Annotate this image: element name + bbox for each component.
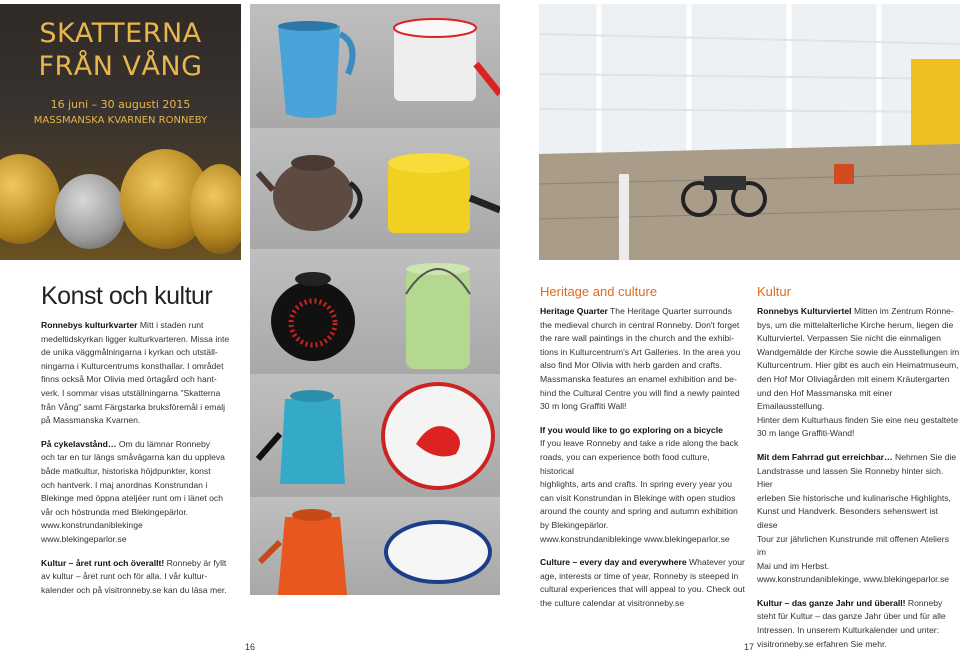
text-line: Kunst und Handverk. Besonders sehenswert ist diese: [757, 506, 939, 530]
brown-teapot-photo: [250, 128, 376, 249]
paragraph-cykelavstand: [41, 438, 246, 547]
links-line[interactable]: www.konstrundaniblekinge www.blekingeparlor.se: [540, 533, 730, 544]
lion-plate-photo: [376, 374, 500, 497]
green-milk-can-photo: [376, 249, 500, 374]
text-line: und den Hof Massmanska mit einer Emailausstellung.: [757, 387, 893, 412]
text-line: Blekinge med öppna ateljéer runt om i länet och: [41, 493, 224, 504]
page-number-left: 16: [245, 642, 256, 652]
text-line: cultural experiences that will appeal to you. Check out: [540, 584, 745, 595]
text-line: bys, um die mittelalterliche Kirche herum, liegen die: [757, 319, 954, 330]
text-line: erleben Sie historische und kulinarische Highlights,: [757, 492, 951, 503]
paragraph-fahrrad: [757, 451, 960, 587]
text-line: visitronneby.se erfahren Sie mehr.: [757, 638, 887, 649]
text-line: på Massmanska Kvarnen.: [41, 415, 141, 426]
text-line: medeltidskyrkan ligger kulturkvarteren. Missa inte: [41, 333, 230, 344]
text-line: If you leave Ronneby and take a ride along the back: [540, 438, 739, 449]
paragraph-every-day: [540, 556, 745, 610]
links-line[interactable]: www.konstrundaniblekinge, www.blekingeparlor.se: [757, 574, 950, 585]
section-heading-german: Kultur: [757, 284, 791, 299]
text-line: vår och höstrunda med Blekingepärlor.: [41, 506, 189, 517]
text-line: highlights, arts and crafts. In spring every year you: [540, 479, 733, 490]
poster-venue: MASSMANSKA KVARNEN RONNEBY: [33, 115, 208, 126]
text-line: also find Mor Olivia with herb garden and crafts.: [540, 360, 722, 371]
german-text-column: [757, 305, 960, 652]
link-blekingeparlor[interactable]: www.blekingeparlor.se: [41, 533, 127, 544]
text-line: 30 m lange Graffiti-Wand!: [757, 428, 855, 439]
text-line: around the county and spring and autumn exhibition: [540, 506, 738, 517]
text-line: Kultur – året runt och överallt! Ronneby är fyllt: [41, 557, 227, 568]
paragraph-heritage-quarter: [540, 305, 745, 414]
paragraph-kulturviertel: [757, 305, 960, 441]
subheading-bicycle: If you would like to go exploring on a bicycle: [540, 424, 723, 435]
text-line: verk. I sommar visas utställningarna "Skatterna: [41, 387, 221, 398]
white-bowl-photo: [376, 497, 500, 595]
text-line: och hantverk. I maj anordnas Konstrundan i: [41, 479, 208, 490]
text-line: age, interests or time of year, Ronneby is steeped in: [540, 570, 739, 581]
paragraph-kulturkvarter: [41, 319, 246, 428]
page-number-right: 17: [744, 642, 755, 652]
paragraph-ganze-jahr: [757, 597, 960, 651]
text-line: Kulturviertel. Verpassen Sie nicht die einmaligen: [757, 333, 941, 344]
poster-dates: 16 juni – 30 augusti 2015: [50, 98, 191, 111]
text-line: och tar en tur längs småvägarna kan du uppleva: [41, 452, 225, 463]
text-line: Tour zur jährlichen Kunstrunde mit offenen Ateliers im: [757, 533, 949, 558]
text-line: roads, you can experience both food culture, historical: [540, 451, 710, 476]
black-dotted-teapot-photo: [250, 249, 376, 374]
text-line: the culture calendar at visitronneby.se: [540, 597, 685, 608]
text-line: den Hof Mor Oliviagården mit einem Kräutergarten: [757, 373, 950, 384]
text-line: Massmanska features an enamel exhibition and be-: [540, 373, 737, 384]
exhibition-hall-photo: [539, 4, 960, 260]
text-line: Ronnebys kulturkvarter Mitt i staden runt: [41, 320, 204, 330]
text-line: både matkultur, historiska höjdpunkter, konst: [41, 465, 211, 476]
text-line: ningarna i Kulturcentrums konsthallar. I området: [41, 360, 224, 371]
white-pot-photo: [376, 4, 500, 128]
text-line: Landstrasse und lassen Sie Ronneby hinter sich. Hier: [757, 465, 944, 490]
text-line: the medieval church in central Ronneby. Don't forget: [540, 319, 740, 330]
text-line: finns också Mor Olivia med örtagård och hant-: [41, 374, 217, 385]
english-text-column: [540, 305, 745, 620]
text-line: kalender och på visitronneby.se kan du läsa mer.: [41, 584, 227, 595]
text-line: På cykelavstånd… Om du lämnar Ronneby: [41, 438, 211, 449]
text-line: by Blekingepärlor.: [540, 519, 609, 530]
text-line: Wandgemälde der Kirche sowie die Ausstellungen im: [757, 346, 960, 357]
text-line: Hinter dem Kulturhaus finden Sie eine neu gestaltete: [757, 414, 959, 425]
exhibition-poster: [0, 4, 241, 260]
poster-title-line2: FRÅN VÅNG: [38, 51, 203, 82]
text-line: Kultur – das ganze Jahr und überall! Ronneby: [757, 597, 943, 608]
blue-jug-photo: [250, 4, 376, 128]
poster-title-line1: SKATTERNA: [39, 18, 202, 49]
text-line: Mai und im Herbst.: [757, 560, 830, 571]
text-line: 30 m long Graffiti Wall!: [540, 401, 627, 412]
text-line: can visit Konstrundan in Blekinge with open studios: [540, 492, 736, 503]
orange-coffeepot-photo: [250, 497, 376, 595]
silver-coin-image: [55, 174, 125, 249]
text-line: de unika väggmålningarna i kyrkan och utställ-: [41, 347, 218, 358]
gold-artifact-image: [190, 164, 241, 254]
text-line: från Vång" samt Färgstarka bruksföremål i emalj: [41, 401, 226, 412]
text-line: Heritage Quarter The Heritage Quarter surrounds: [540, 306, 732, 316]
turquoise-coffeepot-photo: [250, 374, 376, 497]
text-line: tions in Kulturcentrum's Art Galleries. In the area you: [540, 346, 741, 357]
page-heading-swedish: Konst och kultur: [41, 282, 213, 310]
text-line: hind the Cultural Centre you will find a newly painted: [540, 387, 740, 398]
text-line: Intressen. In unserem Kulturkalender und unter:: [757, 625, 940, 636]
paragraph-bicycle: [540, 424, 745, 546]
text-line: Mit dem Fahrrad gut erreichbar… Nehmen Sie die: [757, 451, 957, 462]
text-line: steht für Kultur – das ganze Jahr über und für alle: [757, 611, 946, 622]
yellow-saucepan-photo: [376, 128, 500, 249]
text-line: Kulturcentrum. Hier gibt es auch ein Heimatmuseum,: [757, 360, 959, 371]
gold-artifact-image: [0, 154, 60, 244]
text-line: Ronnebys Kulturviertel Mitten im Zentrum Ronne-: [757, 306, 954, 316]
text-line: the rare wall paintings in the church and the exhibi-: [540, 333, 734, 344]
link-konstrundan[interactable]: www.konstrundaniblekinge: [41, 520, 143, 531]
text-line: Culture – every day and everywhere Whatever your: [540, 557, 745, 568]
paragraph-aret-runt: [41, 557, 246, 598]
section-heading-english: Heritage and culture: [540, 284, 658, 299]
swedish-text-column: [41, 319, 246, 607]
text-line: av kultur – året runt och för alla. I vår kultur-: [41, 571, 208, 582]
